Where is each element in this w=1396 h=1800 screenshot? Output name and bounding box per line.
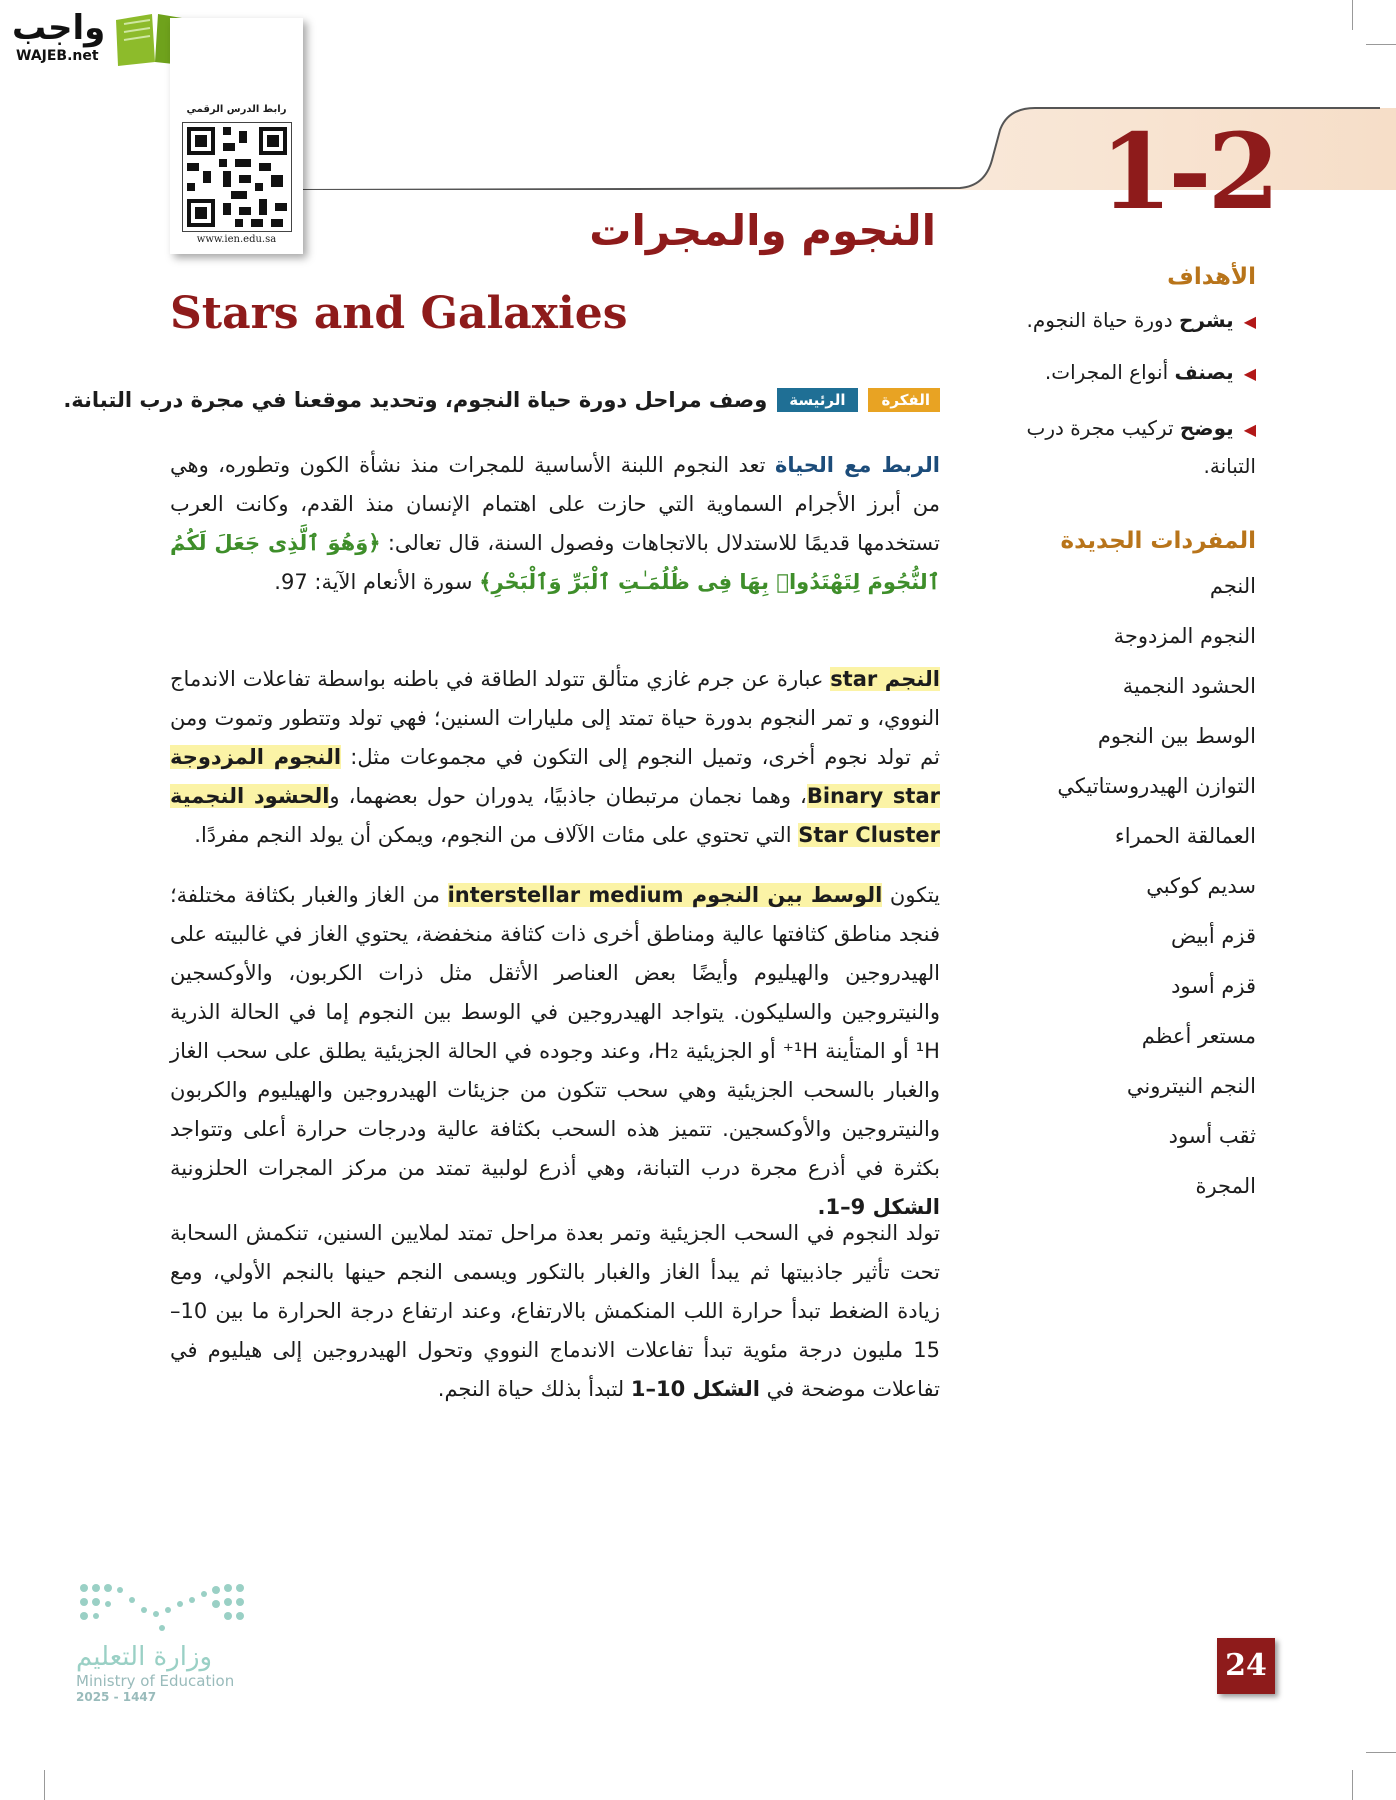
- star-text-1: عبارة عن جرم غازي متألق تتولد الطاقة في باطنه بواسطة تفاعلات الاندماج النووي، و تمر النجوم بدورة حياة تمتد إلى مليارات السنين؛ فهي تولد وتتطور وتموت ومن ثم تولد نجوم أخرى، وتميل النجوم إلى التكون في مجموعات مثل:: [170, 667, 940, 769]
- star-text-2: ، وهما نجمان مرتبطان جاذبيًا، يدوران حول بعضهما، و: [329, 784, 807, 808]
- vocab-item: سديم كوكبي: [1146, 874, 1256, 898]
- vocab-item: التوازن الهيدروستاتيكي: [1057, 774, 1256, 798]
- page-number: 24: [1217, 1638, 1275, 1694]
- figure-ref-10-1[interactable]: الشكل 10–1: [630, 1377, 760, 1401]
- ministry-dots-icon: [76, 1580, 246, 1638]
- life-link-label: الربط مع الحياة: [774, 453, 940, 477]
- ism-paragraph: [170, 876, 940, 1227]
- birth-text-1: تولد النجوم في السحب الجزيئية وتمر بعدة مراحل تمتد لملايين السنين، تنكمش السحابة تحت تأثير جاذبيتها ثم يبدأ الغاز والغبار بالتكور ويسمى النجم حينها بالنجم الأولي، ومع زيادة الضغط تبدأ حرارة اللب المنكمش بالارتفاع، وعند ارتفاع درجة الحرارة ما بين 10–15 مليون درجة مئوية تبدأ تفاعلات الاندماج النووي وتحول الهيدروجين إلى هيليوم في تفاعلات موضحة في: [170, 1221, 940, 1401]
- ministry-name-english: Ministry of Education: [76, 1672, 235, 1690]
- main-idea: [63, 388, 940, 412]
- qr-url[interactable]: www.ien.edu.sa: [196, 234, 277, 245]
- objectives-heading: الأهداف: [1167, 264, 1256, 290]
- ism-intro: يتكون: [889, 883, 940, 907]
- vocab-item: الوسط بين النجوم: [1097, 724, 1256, 748]
- birth-paragraph: [170, 1214, 940, 1409]
- objective-item: ◀يشرح دورة حياة النجوم.: [1026, 308, 1256, 332]
- star-text-3: التي تحتوي على مئات الآلاف من النجوم، ويمكن أن يولد النجم مفردًا.: [194, 823, 792, 847]
- bullet-icon: ◀: [1243, 364, 1256, 383]
- vocab-item: النجوم المزدوجة: [1113, 624, 1256, 648]
- vocab-item: العمالقة الحمراء: [1114, 824, 1256, 848]
- vocab-item: النجم النيتروني: [1126, 1074, 1256, 1098]
- vocab-item: النجم: [1209, 574, 1256, 598]
- term-binary-star: النجوم المزدوجة Binary star: [170, 745, 940, 808]
- vocab-item: مستعر أعظم: [1141, 1024, 1256, 1048]
- vocab-item: ثقب أسود: [1168, 1124, 1256, 1148]
- qr-caption: رابط الدرس الرقمي: [186, 104, 287, 115]
- term-interstellar-medium: الوسط بين النجوم interstellar medium: [447, 883, 883, 907]
- lesson-title-english: Stars and Galaxies: [170, 288, 628, 339]
- vocab-item: الحشود النجمية: [1122, 674, 1256, 698]
- verse-reference: سورة الأنعام الآية: 97.: [274, 570, 473, 594]
- wajeb-logo[interactable]: [8, 6, 193, 66]
- term-star-cluster: الحشود النجمية Star Cluster: [170, 784, 940, 847]
- objective-item: ◀يصنف أنواع المجرات.: [1044, 360, 1256, 384]
- crop-mark: [44, 1770, 45, 1800]
- birth-text-2: لتبدأ بذلك حياة النجم.: [437, 1377, 625, 1401]
- vocabulary-heading: المفردات الجديدة: [1060, 528, 1256, 554]
- bullet-icon: ◀: [1243, 420, 1256, 439]
- ism-text: من الغاز والغبار بكثافة مختلفة؛ فنجد مناطق كثافتها عالية ومناطق أخرى ذات كثافة منخفضة، يحتوي الغاز في غالبيته على الهيدروجين والهيليوم وأيضًا بعض العناصر الأثقل مثل ذرات الكربون، والأوكسجين والنيتروجين والسليكون. يتواجد الهيدروجين في الوسط بين النجوم إما في الحالة الذرية ¹H أو المتأينة ¹H⁺ أو الجزيئية H₂، وعند وجوده في الحالة الجزيئية يطلق على سحب الغاز والغبار بالسحب الجزيئية وهي سحب تتكون من جزيئات الهيدروجين والهيليوم والكربون والنيتروجين والأوكسجين. تتميز هذه السحب بكثافة عالية ودرجات حرارة أعلى وتتواجد بكثرة في أذرع مجرة درب التبانة، وهي أذرع لولبية تمتد من مركز المجرات الحلزونية: [170, 883, 940, 1180]
- life-link-paragraph: [170, 446, 940, 602]
- logo-arabic: واجب: [12, 8, 106, 48]
- ministry-logo: [76, 1580, 276, 1704]
- ministry-name-arabic: وزارة التعليم: [76, 1642, 213, 1672]
- qr-code-icon[interactable]: [182, 122, 292, 232]
- main-idea-tag: الفكرة: [868, 388, 940, 412]
- main-idea-text: وصف مراحل دورة حياة النجوم، وتحديد موقعنا في مجرة درب التبانة.: [63, 388, 768, 412]
- figure-ref-9-1[interactable]: الشكل 9–1.: [817, 1195, 940, 1219]
- ministry-year: 2025 - 1447: [76, 1690, 157, 1704]
- qr-card[interactable]: [170, 18, 303, 254]
- crop-mark: [1352, 1770, 1353, 1800]
- bullet-icon: ◀: [1243, 312, 1256, 331]
- vocab-item: قزم أسود: [1171, 974, 1256, 998]
- vocab-item: المجرة: [1195, 1174, 1256, 1198]
- star-paragraph: [170, 660, 940, 855]
- quran-verse: ﴿وَهُوَ ٱلَّذِى جَعَلَ لَكُمُ ٱلنُّجُومَ لِتَهْتَدُوا۟ بِهَا فِى ظُلُمَـٰتِ ٱلْبَرِّ وَٱلْبَحْرِ﴾: [170, 531, 940, 594]
- life-link-text: تعد النجوم اللبنة الأساسية للمجرات منذ نشأة الكون وتطوره، وهي من أبرز الأجرام السماوية التي حازت على اهتمام الإنسان منذ القدم، وكانت العرب تستخدمها قديمًا للاستدلال بالاتجاهات وفصول السنة، قال تعالى:: [170, 453, 940, 555]
- crop-mark: [1366, 1752, 1396, 1753]
- objective-item: ◀يوضح تركيب مجرة درب التبانة.: [1026, 416, 1256, 478]
- lesson-title-arabic: النجوم والمجرات: [589, 206, 936, 255]
- logo-latin: WAJEB.net: [16, 48, 99, 64]
- term-star: النجم star: [830, 667, 940, 691]
- main-idea-tag-secondary: الرئيسة: [777, 388, 857, 412]
- lesson-number: 1-2: [1100, 110, 1276, 233]
- vocab-item: قزم أبيض: [1170, 924, 1256, 948]
